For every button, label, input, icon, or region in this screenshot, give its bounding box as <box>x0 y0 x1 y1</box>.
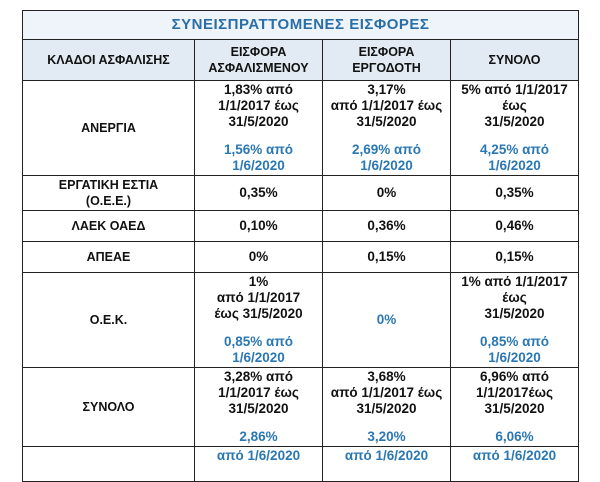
cell-estia-insured: 0,35% <box>195 176 323 211</box>
cell-text-new-rate: 0,85% από <box>224 334 293 349</box>
cell-apeae-insured: 0% <box>195 242 323 273</box>
cell-last-total: από 1/6/2020 <box>451 447 579 482</box>
cell-oek-total <box>451 273 579 368</box>
cell-text: έως 31/5/2020 <box>214 306 303 321</box>
cell-anergia-insured <box>195 81 323 176</box>
header-branches: ΚΛΑΔΟΙ ΑΣΦΑΛΙΣΗΣ <box>23 40 195 81</box>
cell-last-insured: από 1/6/2020 <box>195 447 323 482</box>
cell-text: από 1/1/2017 έως <box>330 98 443 113</box>
table-row <box>23 368 579 447</box>
cell-last-employer: από 1/6/2020 <box>323 447 451 482</box>
row-label-anergia: ΑΝΕΡΓΙΑ <box>23 81 195 176</box>
cell-text-new-rate: 2,86% <box>239 429 278 444</box>
table-row <box>23 447 579 482</box>
cell-laek-total: 0,46% <box>451 211 579 242</box>
cell-text: 31/5/2020 <box>228 401 289 416</box>
cell-text-new-rate: 1/6/2020 <box>360 158 413 173</box>
table-row <box>23 273 579 368</box>
cell-oek-insured <box>195 273 323 368</box>
cell-apeae-total: 0,15% <box>451 242 579 273</box>
cell-text-new-rate: 1/6/2020 <box>232 158 285 173</box>
cell-text: 1% <box>248 274 269 289</box>
cell-laek-employer: 0,36% <box>323 211 451 242</box>
cell-text-new-rate: 0,85% από <box>480 334 549 349</box>
cell-text-new-rate: 1/6/2020 <box>232 350 285 365</box>
cell-synolo-insured <box>195 368 323 447</box>
cell-apeae-employer: 0,15% <box>323 242 451 273</box>
cell-text: 31/5/2020 <box>228 114 289 129</box>
cell-estia-total: 0,35% <box>451 176 579 211</box>
row-label-apeae: ΑΠΕΑΕ <box>23 242 195 273</box>
row-label-laek: ΛΑΕΚ ΟΑΕΔ <box>23 211 195 242</box>
cell-synolo-employer <box>323 368 451 447</box>
header-row <box>23 40 579 81</box>
contributions-table-container <box>22 10 578 482</box>
cell-text-new-rate: 6,06% <box>495 429 534 444</box>
row-label-oek: Ο.Ε.Κ. <box>23 273 195 368</box>
cell-text: 1/1/2017 έως <box>218 385 299 400</box>
cell-text: 1/1/2017έως <box>475 385 554 400</box>
cell-text: 5% από 1/1/2017 <box>461 82 568 97</box>
cell-text: 31/5/2020 <box>356 401 417 416</box>
cell-anergia-employer <box>323 81 451 176</box>
header-employer-line1: ΕΙΣΦΟΡΑ <box>358 45 415 59</box>
cell-text: 6,96% από <box>480 369 549 384</box>
cell-text-new-rate: 2,69% από <box>352 142 421 157</box>
table-row <box>23 81 579 176</box>
cell-text: από 1/1/2017 <box>216 290 301 305</box>
cell-anergia-total <box>451 81 579 176</box>
cell-text: από 1/1/2017 έως <box>330 385 443 400</box>
cell-text-new-rate: 3,20% <box>367 429 406 444</box>
table-row <box>23 242 579 273</box>
cell-text: 3,28% από <box>224 369 293 384</box>
cell-text: έως <box>502 290 527 305</box>
cell-text-new-rate: 1,56% από <box>224 142 293 157</box>
cell-text: 31/5/2020 <box>484 114 545 129</box>
table-row <box>23 211 579 242</box>
cell-synolo-total <box>451 368 579 447</box>
cell-text: 31/5/2020 <box>484 401 545 416</box>
cell-estia-employer: 0% <box>323 176 451 211</box>
cell-text-new-rate: 1/6/2020 <box>488 158 541 173</box>
row-label-line1: ΕΡΓΑΤΙΚΗ ΕΣΤΙΑ <box>58 178 159 192</box>
cell-text: 31/5/2020 <box>356 114 417 129</box>
header-insured <box>195 40 323 81</box>
cell-laek-insured: 0,10% <box>195 211 323 242</box>
title-row <box>23 11 579 40</box>
row-label-estia <box>23 176 195 211</box>
header-employer <box>323 40 451 81</box>
cell-text: 1,83% από <box>224 82 293 97</box>
table-title: ΣΥΝΕΙΣΠΡΑΤΤΟΜΕΝΕΣ ΕΙΣΦΟΡΕΣ <box>23 11 579 40</box>
cell-text: 31/5/2020 <box>484 306 545 321</box>
cell-text: έως <box>502 98 527 113</box>
cell-text: 3,68% <box>367 369 406 384</box>
row-label-synolo: ΣΥΝΟΛΟ <box>23 368 195 447</box>
row-label-empty <box>23 447 195 482</box>
row-label-line2: (Ο.Ε.Ε.) <box>85 194 132 208</box>
cell-text-new-rate: 4,25% από <box>480 142 549 157</box>
cell-text: 1/1/2017 έως <box>218 98 299 113</box>
header-insured-line2: ΑΣΦΑΛΙΣΜΕΝΟΥ <box>208 61 309 75</box>
cell-oek-employer: 0% <box>323 273 451 368</box>
header-insured-line1: ΕΙΣΦΟΡΑ <box>230 45 287 59</box>
cell-text: 1% από 1/1/2017 <box>461 274 568 289</box>
table-row <box>23 176 579 211</box>
cell-text-new-rate: 1/6/2020 <box>488 350 541 365</box>
contributions-table <box>22 10 579 482</box>
cell-text: 3,17% <box>367 82 406 97</box>
header-employer-line2: ΕΡΓΟΔΟΤΗ <box>352 61 421 75</box>
header-total: ΣΥΝΟΛΟ <box>451 40 579 81</box>
